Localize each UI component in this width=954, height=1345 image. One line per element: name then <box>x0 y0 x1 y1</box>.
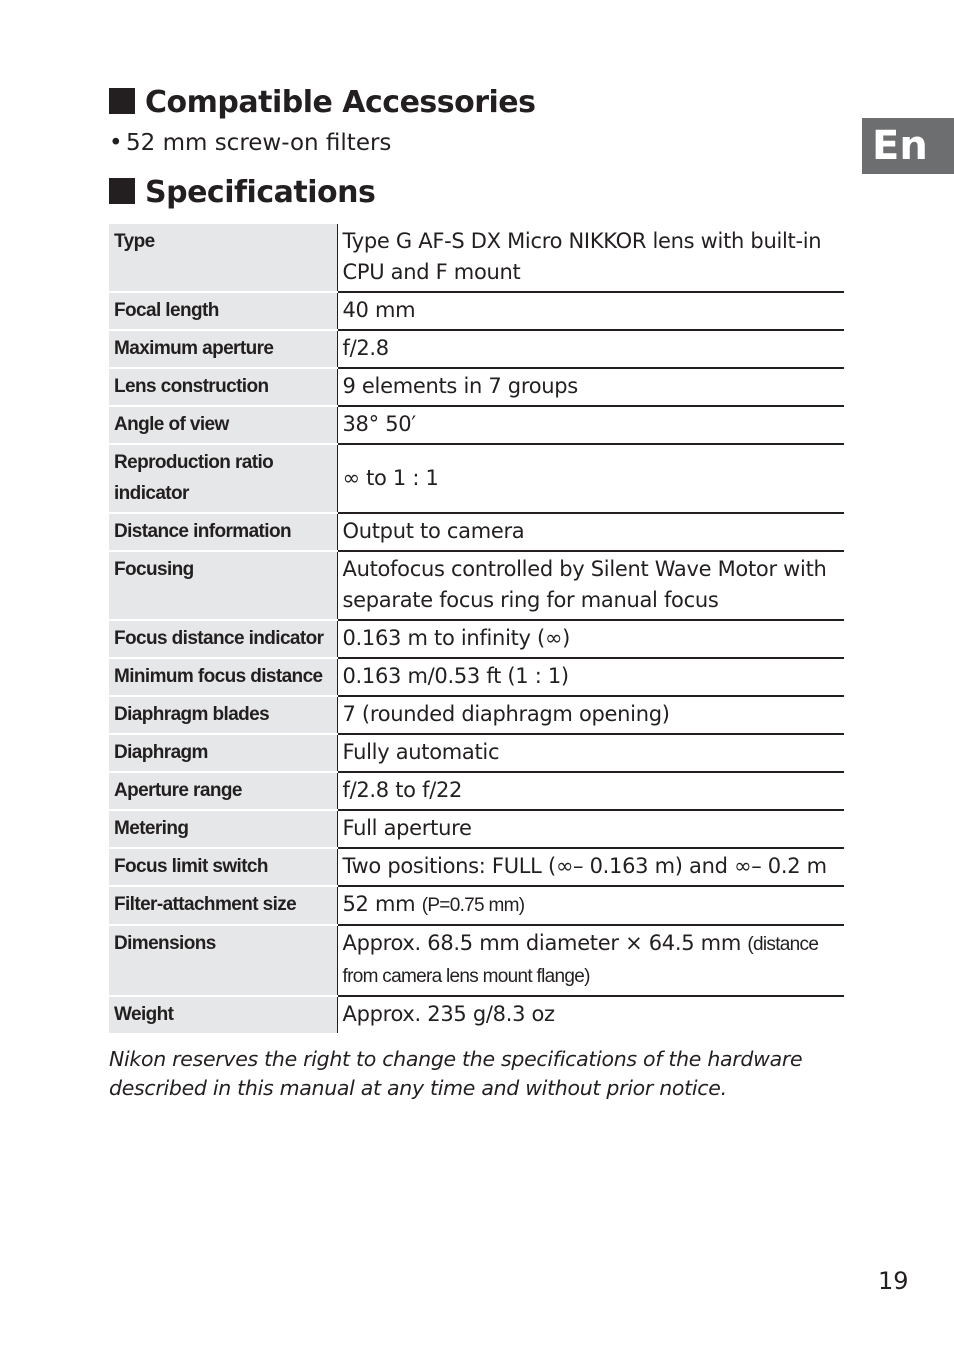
spec-value: 9 elements in 7 groups <box>337 368 844 406</box>
spec-label: Filter-attachment size <box>109 886 337 925</box>
spec-row-focal-length <box>109 292 844 330</box>
spec-value: Two positions: FULL (∞– 0.163 m) and ∞– 0.2 m <box>337 848 844 886</box>
spec-label: Angle of view <box>109 406 337 444</box>
spec-value-text: 52 mm <box>342 892 416 916</box>
spec-row-angle-of-view <box>109 406 844 444</box>
spec-value-text: Approx. 68.5 mm diameter × 64.5 mm <box>342 931 741 955</box>
heading-square-icon <box>109 88 135 114</box>
spec-value: Full aperture <box>337 810 844 848</box>
spec-label: Reproduction ratio indicator <box>109 444 337 513</box>
language-tab: En <box>862 118 954 174</box>
accessory-list-item <box>109 128 391 158</box>
spec-value <box>337 925 844 996</box>
page-number: 19 <box>878 1267 909 1295</box>
spec-label: Maximum aperture <box>109 330 337 368</box>
spec-value: ∞ to 1 : 1 <box>337 444 844 513</box>
compatible-accessories-heading <box>109 85 536 121</box>
spec-row-diaphragm <box>109 734 844 772</box>
spec-value: Approx. 235 g/8.3 oz <box>337 996 844 1034</box>
spec-row-lens-construction <box>109 368 844 406</box>
spec-value: 0.163 m to infinity (∞) <box>337 620 844 658</box>
spec-label: Weight <box>109 996 337 1034</box>
specifications-title: Specifications <box>145 175 376 210</box>
spec-row-reproduction-ratio-indicator <box>109 444 844 513</box>
accessory-item-text: 52 mm screw-on filters <box>126 130 392 156</box>
spec-value: 7 (rounded diaphragm opening) <box>337 696 844 734</box>
spec-value: f/2.8 to f/22 <box>337 772 844 810</box>
spec-value-note: (P=0.75 mm) <box>421 895 525 916</box>
spec-label: Diaphragm <box>109 734 337 772</box>
spec-value: Type G AF-S DX Micro NIKKOR lens with built-in CPU and F mount <box>337 224 844 292</box>
compatible-accessories-title: Compatible Accessories <box>145 85 536 120</box>
spec-value: f/2.8 <box>337 330 844 368</box>
spec-value-note: (distance from camera lens mount flange) <box>342 934 819 987</box>
spec-label: Distance information <box>109 513 337 551</box>
spec-value: Autofocus controlled by Silent Wave Motor with separate focus ring for manual focus <box>337 551 844 620</box>
spec-row-weight <box>109 996 844 1034</box>
disclaimer-note: Nikon reserves the right to change the specifications of the hardware described in this manual at any time and without prior notice. <box>109 1047 803 1100</box>
specifications-heading <box>109 175 375 211</box>
spec-row-aperture-range <box>109 772 844 810</box>
spec-row-filter-attachment-size <box>109 886 844 925</box>
spec-label: Minimum focus distance <box>109 658 337 696</box>
spec-value: Output to camera <box>337 513 844 551</box>
bullet-icon: • <box>109 130 123 156</box>
spec-value <box>337 886 844 925</box>
spec-row-focus-distance-indicator <box>109 620 844 658</box>
specifications-table <box>109 224 844 1035</box>
spec-row-minimum-focus-distance <box>109 658 844 696</box>
spec-value: Fully automatic <box>337 734 844 772</box>
heading-square-icon <box>109 178 135 204</box>
spec-label: Type <box>109 224 337 292</box>
spec-row-focus-limit-switch <box>109 848 844 886</box>
spec-row-focusing <box>109 551 844 620</box>
spec-value: 0.163 m/0.53 ft (1 : 1) <box>337 658 844 696</box>
spec-label: Diaphragm blades <box>109 696 337 734</box>
spec-row-type <box>109 224 844 292</box>
spec-row-maximum-aperture <box>109 330 844 368</box>
spec-label: Focal length <box>109 292 337 330</box>
spec-label: Aperture range <box>109 772 337 810</box>
spec-label: Focusing <box>109 551 337 620</box>
spec-value: 40 mm <box>337 292 844 330</box>
spec-value: 38° 50′ <box>337 406 844 444</box>
spec-row-distance-information <box>109 513 844 551</box>
spec-row-dimensions <box>109 925 844 996</box>
spec-label: Focus limit switch <box>109 848 337 886</box>
spec-row-diaphragm-blades <box>109 696 844 734</box>
spec-label: Focus distance indicator <box>109 620 337 658</box>
spec-row-metering <box>109 810 844 848</box>
spec-label: Dimensions <box>109 925 337 996</box>
spec-label: Metering <box>109 810 337 848</box>
spec-label: Lens construction <box>109 368 337 406</box>
